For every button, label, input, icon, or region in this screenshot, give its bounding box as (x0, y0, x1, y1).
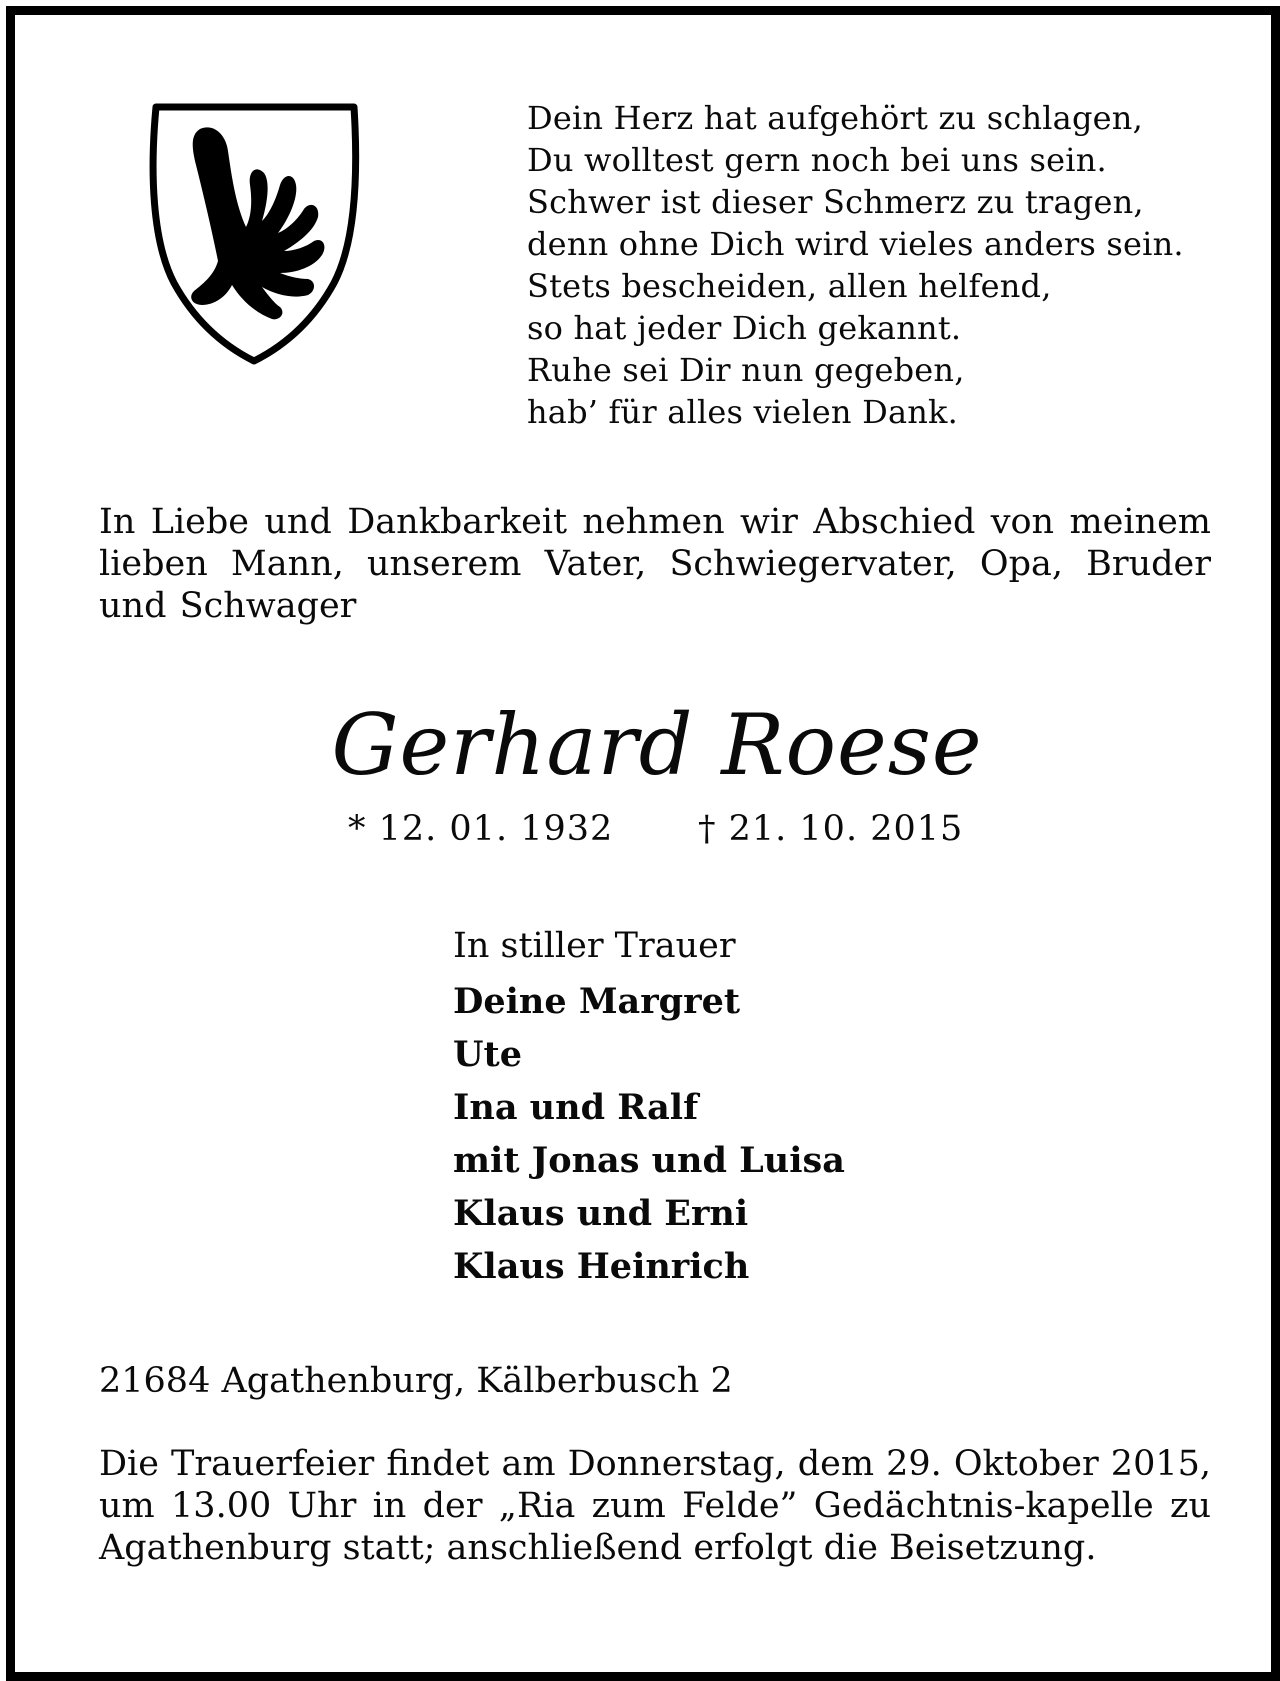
mourner-name: mit Jonas und Luisa (453, 1140, 845, 1181)
family-address: 21684 Agathenburg, Kälberbusch 2 (99, 1361, 733, 1401)
funeral-ceremony-info: Die Trauerfeier findet am Donnerstag, dem 29. Oktober 2015, um 13.00 Uhr in der „Ria zum Felde” Gedächtnis-kapelle zu Agathenburg statt; anschließend erfolgt die Beisetzung. (99, 1444, 1211, 1568)
obituary-frame (6, 6, 1280, 1681)
mourning-lead: In stiller Trauer (453, 926, 736, 966)
mourner-name: Ina und Ralf (453, 1087, 699, 1128)
deceased-name: Gerhard Roese (331, 696, 983, 794)
coat-of-arms-antler-icon (148, 101, 362, 367)
mourner-name: Klaus Heinrich (453, 1246, 750, 1287)
poem-line: Stets bescheiden, allen helfend, (527, 267, 1052, 305)
poem-line: Du wolltest gern noch bei uns sein. (527, 141, 1107, 179)
mourner-name: Deine Margret (453, 981, 741, 1022)
mourners-block (453, 921, 1053, 1293)
poem-line: Dein Herz hat aufgehört zu schlagen, (527, 99, 1143, 137)
mourner-name: Klaus und Erni (453, 1193, 749, 1234)
poem-line: hab’ für alles vielen Dank. (527, 393, 959, 431)
mourner-name: Ute (453, 1034, 522, 1075)
poem-line: Schwer ist dieser Schmerz zu tragen, (527, 183, 1144, 221)
poem-line: so hat jeder Dich gekannt. (527, 309, 962, 347)
death-date: † 21. 10. 2015 (698, 809, 964, 849)
birth-date: * 12. 01. 1932 (348, 809, 614, 849)
poem-line: Ruhe sei Dir nun gegeben, (527, 351, 965, 389)
memorial-poem (527, 97, 1227, 433)
farewell-text: In Liebe und Dankbarkeit nehmen wir Abschied von meinem lieben Mann, unserem Vater, Schwiegervater, Opa, Bruder und Schwager (99, 502, 1211, 626)
poem-line: denn ohne Dich wird vieles anders sein. (527, 225, 1184, 263)
